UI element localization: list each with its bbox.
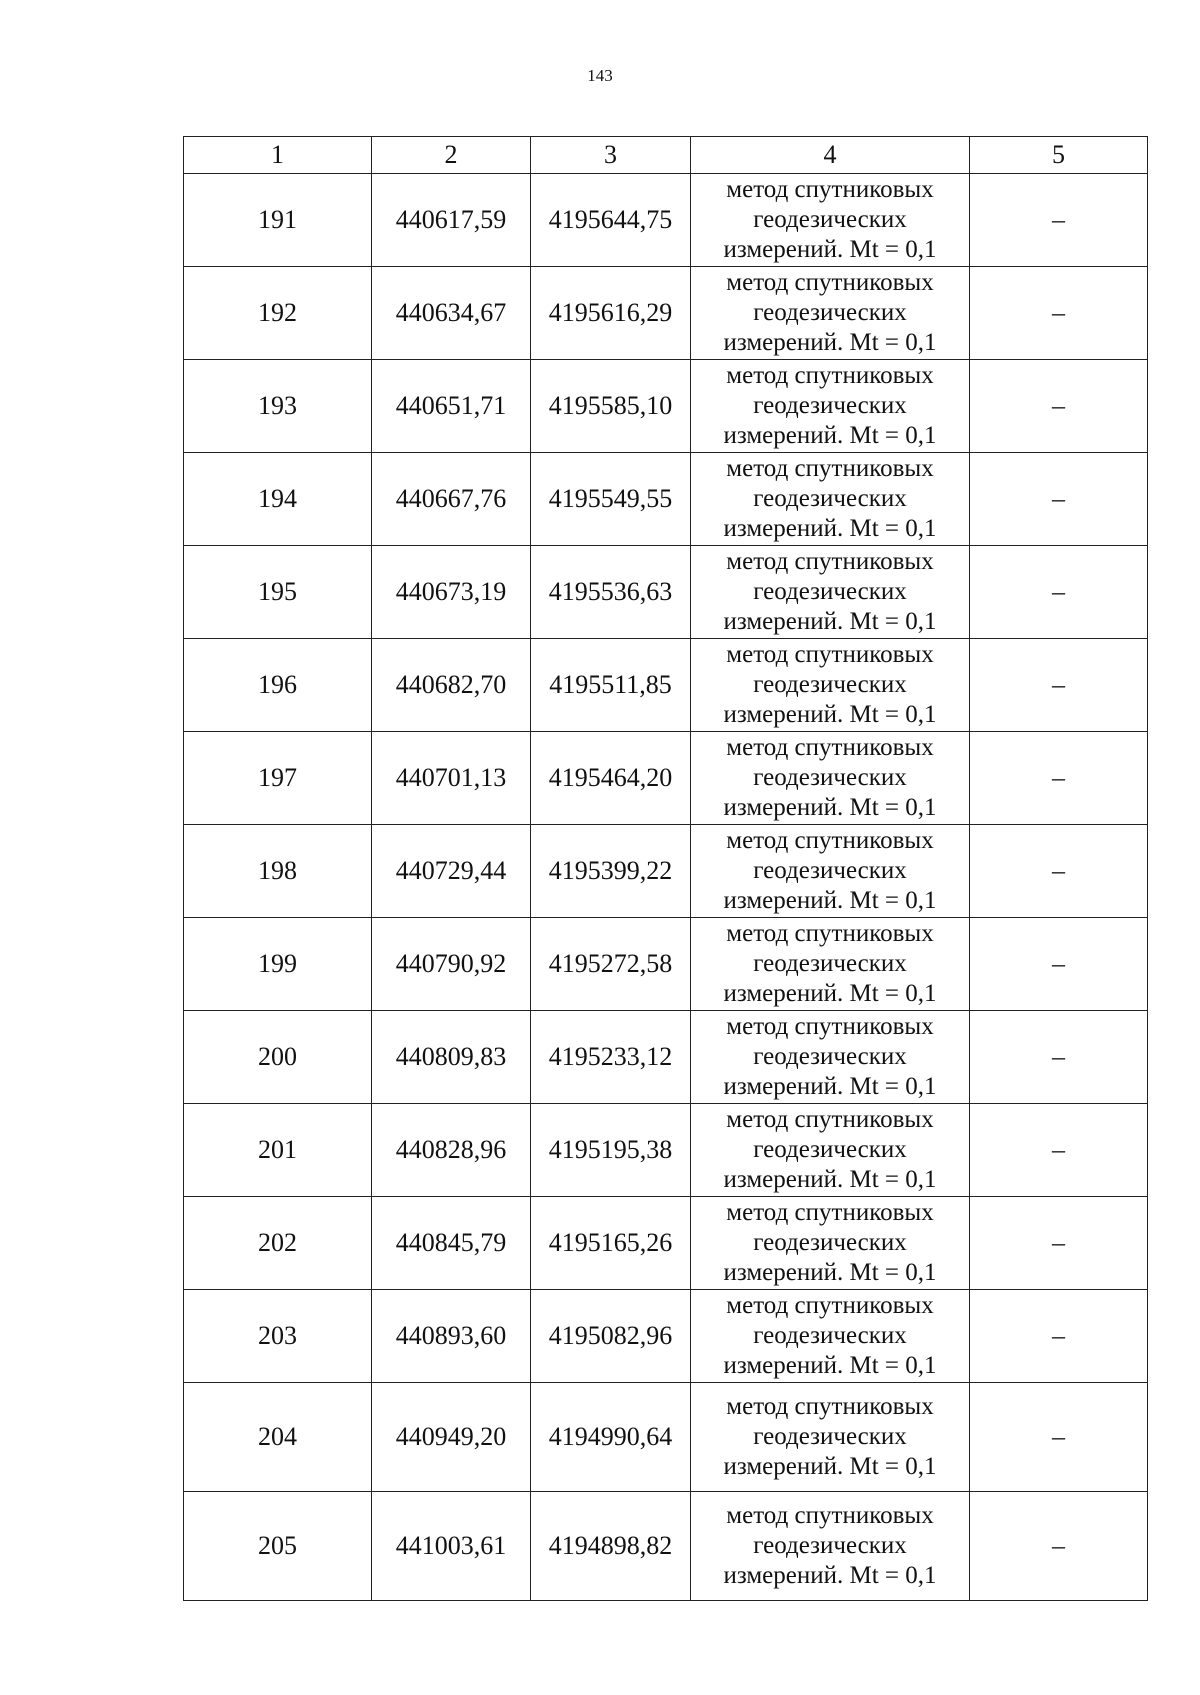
method-line: геодезических xyxy=(753,764,907,791)
method-line: измерений. Mt = 0,1 xyxy=(723,236,937,263)
method-line: измерений. Mt = 0,1 xyxy=(723,1259,937,1286)
method-line: геодезических xyxy=(753,950,907,977)
method-line: метод спутниковых xyxy=(726,1013,934,1040)
table-row xyxy=(184,1383,1148,1492)
method-line: измерений. Mt = 0,1 xyxy=(723,1166,937,1193)
method-line: измерений. Mt = 0,1 xyxy=(723,422,937,449)
method-cell xyxy=(691,1104,970,1197)
table-body xyxy=(184,137,1148,1601)
column-header: 4 xyxy=(691,137,970,174)
method-cell xyxy=(691,1290,970,1383)
method-line: метод спутниковых xyxy=(726,1393,934,1420)
method-line: метод спутниковых xyxy=(726,1106,934,1133)
table-row xyxy=(184,1290,1148,1383)
y-coordinate-cell: 4195536,63 xyxy=(531,546,691,639)
method-line: геодезических xyxy=(753,1532,907,1559)
table-row xyxy=(184,453,1148,546)
method-line: геодезических xyxy=(753,578,907,605)
x-coordinate-cell: 440701,13 xyxy=(372,732,531,825)
table-row xyxy=(184,732,1148,825)
x-coordinate-cell: 440809,83 xyxy=(372,1011,531,1104)
page-number: 143 xyxy=(587,66,613,85)
table-row xyxy=(184,1104,1148,1197)
method-cell xyxy=(691,918,970,1011)
x-coordinate-cell: 440634,67 xyxy=(372,267,531,360)
x-coordinate-cell: 440845,79 xyxy=(372,1197,531,1290)
x-coordinate-cell: 440667,76 xyxy=(372,453,531,546)
method-cell xyxy=(691,1383,970,1492)
y-coordinate-cell: 4195195,38 xyxy=(531,1104,691,1197)
point-number-cell: 194 xyxy=(184,453,372,546)
y-coordinate-cell: 4195585,10 xyxy=(531,360,691,453)
method-line: геодезических xyxy=(753,671,907,698)
method-cell xyxy=(691,453,970,546)
y-coordinate-cell: 4195616,29 xyxy=(531,267,691,360)
method-line: метод спутниковых xyxy=(726,1502,934,1529)
x-coordinate-cell: 440949,20 xyxy=(372,1383,531,1492)
note-cell: – xyxy=(970,918,1148,1011)
note-cell: – xyxy=(970,639,1148,732)
note-cell: – xyxy=(970,1290,1148,1383)
y-coordinate-cell: 4195549,55 xyxy=(531,453,691,546)
method-cell xyxy=(691,546,970,639)
point-number-cell: 202 xyxy=(184,1197,372,1290)
y-coordinate-cell: 4195233,12 xyxy=(531,1011,691,1104)
y-coordinate-cell: 4195165,26 xyxy=(531,1197,691,1290)
table-row xyxy=(184,360,1148,453)
note-cell: – xyxy=(970,732,1148,825)
method-line: геодезических xyxy=(753,485,907,512)
point-number-cell: 192 xyxy=(184,267,372,360)
column-header: 1 xyxy=(184,137,372,174)
point-number-cell: 204 xyxy=(184,1383,372,1492)
table-row xyxy=(184,267,1148,360)
table-row xyxy=(184,546,1148,639)
point-number-cell: 195 xyxy=(184,546,372,639)
method-line: геодезических xyxy=(753,1322,907,1349)
point-number-cell: 198 xyxy=(184,825,372,918)
note-cell: – xyxy=(970,825,1148,918)
method-line: метод спутниковых xyxy=(726,362,934,389)
method-line: измерений. Mt = 0,1 xyxy=(723,608,937,635)
method-line: метод спутниковых xyxy=(726,455,934,482)
point-number-cell: 197 xyxy=(184,732,372,825)
point-number-cell: 196 xyxy=(184,639,372,732)
method-cell xyxy=(691,267,970,360)
method-line: метод спутниковых xyxy=(726,734,934,761)
point-number-cell: 200 xyxy=(184,1011,372,1104)
point-number-cell: 205 xyxy=(184,1492,372,1601)
coordinates-table xyxy=(183,136,1148,1601)
y-coordinate-cell: 4195272,58 xyxy=(531,918,691,1011)
x-coordinate-cell: 440673,19 xyxy=(372,546,531,639)
note-cell: – xyxy=(970,360,1148,453)
y-coordinate-cell: 4195464,20 xyxy=(531,732,691,825)
method-line: геодезических xyxy=(753,1043,907,1070)
method-line: метод спутниковых xyxy=(726,827,934,854)
point-number-cell: 203 xyxy=(184,1290,372,1383)
table-row xyxy=(184,825,1148,918)
method-line: геодезических xyxy=(753,1229,907,1256)
method-line: измерений. Mt = 0,1 xyxy=(723,980,937,1007)
method-line: геодезических xyxy=(753,392,907,419)
method-cell xyxy=(691,1011,970,1104)
y-coordinate-cell: 4195399,22 xyxy=(531,825,691,918)
method-cell xyxy=(691,825,970,918)
x-coordinate-cell: 440682,70 xyxy=(372,639,531,732)
table-row xyxy=(184,639,1148,732)
x-coordinate-cell: 440828,96 xyxy=(372,1104,531,1197)
method-line: измерений. Mt = 0,1 xyxy=(723,887,937,914)
y-coordinate-cell: 4195082,96 xyxy=(531,1290,691,1383)
y-coordinate-cell: 4194990,64 xyxy=(531,1383,691,1492)
x-coordinate-cell: 440729,44 xyxy=(372,825,531,918)
table-row xyxy=(184,174,1148,267)
method-cell xyxy=(691,732,970,825)
note-cell: – xyxy=(970,453,1148,546)
x-coordinate-cell: 440651,71 xyxy=(372,360,531,453)
y-coordinate-cell: 4195511,85 xyxy=(531,639,691,732)
method-line: измерений. Mt = 0,1 xyxy=(723,515,937,542)
method-line: геодезических xyxy=(753,1423,907,1450)
note-cell: – xyxy=(970,1104,1148,1197)
column-header: 5 xyxy=(970,137,1148,174)
table-row xyxy=(184,1492,1148,1601)
column-header: 2 xyxy=(372,137,531,174)
note-cell: – xyxy=(970,1492,1148,1601)
method-line: измерений. Mt = 0,1 xyxy=(723,701,937,728)
method-line: измерений. Mt = 0,1 xyxy=(723,1562,937,1589)
point-number-cell: 191 xyxy=(184,174,372,267)
y-coordinate-cell: 4194898,82 xyxy=(531,1492,691,1601)
method-line: геодезических xyxy=(753,299,907,326)
note-cell: – xyxy=(970,1383,1148,1492)
y-coordinate-cell: 4195644,75 xyxy=(531,174,691,267)
table-row xyxy=(184,1011,1148,1104)
note-cell: – xyxy=(970,546,1148,639)
method-line: измерений. Mt = 0,1 xyxy=(723,1453,937,1480)
method-line: метод спутниковых xyxy=(726,641,934,668)
method-line: метод спутниковых xyxy=(726,1292,934,1319)
method-line: измерений. Mt = 0,1 xyxy=(723,794,937,821)
method-line: метод спутниковых xyxy=(726,920,934,947)
method-line: измерений. Mt = 0,1 xyxy=(723,1073,937,1100)
point-number-cell: 199 xyxy=(184,918,372,1011)
method-line: метод спутниковых xyxy=(726,176,934,203)
point-number-cell: 193 xyxy=(184,360,372,453)
point-number-cell: 201 xyxy=(184,1104,372,1197)
method-cell xyxy=(691,639,970,732)
method-line: измерений. Mt = 0,1 xyxy=(723,329,937,356)
method-line: геодезических xyxy=(753,1136,907,1163)
note-cell: – xyxy=(970,1197,1148,1290)
column-header: 3 xyxy=(531,137,691,174)
note-cell: – xyxy=(970,267,1148,360)
header-row xyxy=(184,137,1148,174)
method-line: метод спутниковых xyxy=(726,548,934,575)
x-coordinate-cell: 441003,61 xyxy=(372,1492,531,1601)
table-row xyxy=(184,1197,1148,1290)
note-cell: – xyxy=(970,174,1148,267)
method-line: метод спутниковых xyxy=(726,269,934,296)
method-line: измерений. Mt = 0,1 xyxy=(723,1352,937,1379)
note-cell: – xyxy=(970,1011,1148,1104)
x-coordinate-cell: 440617,59 xyxy=(372,174,531,267)
method-cell xyxy=(691,174,970,267)
x-coordinate-cell: 440893,60 xyxy=(372,1290,531,1383)
method-cell xyxy=(691,1492,970,1601)
x-coordinate-cell: 440790,92 xyxy=(372,918,531,1011)
table-row xyxy=(184,918,1148,1011)
method-cell xyxy=(691,1197,970,1290)
method-line: геодезических xyxy=(753,857,907,884)
method-line: метод спутниковых xyxy=(726,1199,934,1226)
method-cell xyxy=(691,360,970,453)
method-line: геодезических xyxy=(753,206,907,233)
